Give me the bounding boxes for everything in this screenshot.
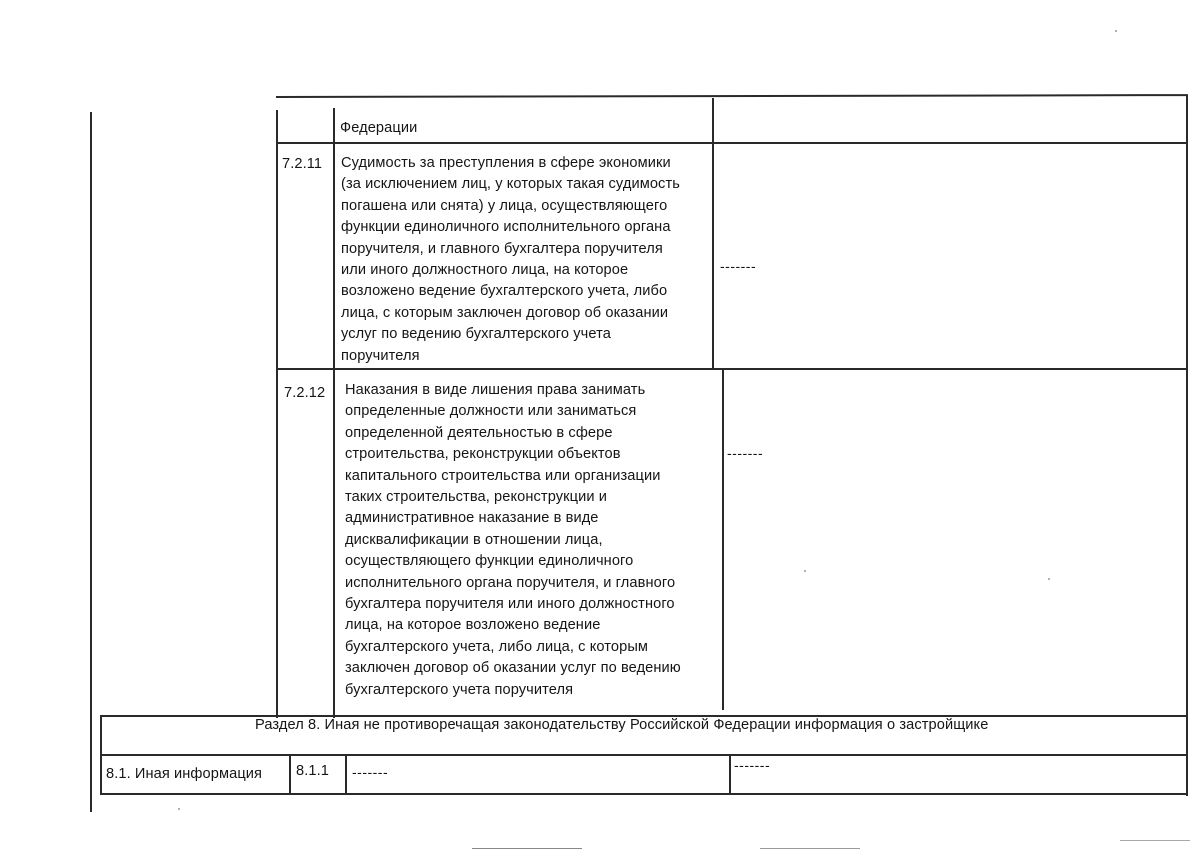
- section8-title: Раздел 8. Иная не противоречащая законодательству Российской Федерации информация о застройщике: [255, 717, 989, 733]
- section8-row-number: 8.1.1: [296, 763, 329, 779]
- section8-row-value: -------: [734, 757, 771, 773]
- section8-number-column-border: [345, 755, 347, 793]
- text-column-border-1: [712, 98, 714, 370]
- section8-title-bottom-border: [100, 754, 1188, 756]
- row-separator-2: [276, 368, 1187, 370]
- scan-speck: [1115, 30, 1117, 32]
- row-1-text: Судимость за преступления в сфере экономики (за исключением лиц, у которых такая судимость погашена или снята) у лица, осуществляющего функции единоличного исполнительного органа поручителя, и главного бухгалтера поручителя или иного должностного лица, на которое возложено ведение бухгалтерского учета, либо лица, с которым заключен договор об оказании услуг по ведению бухгалтерского учета поручителя: [341, 155, 680, 364]
- table-top-border: [276, 94, 1188, 97]
- table-left-border: [276, 110, 278, 718]
- scan-artifact-bottom-1: [472, 848, 582, 849]
- text-column-border-2: [722, 370, 724, 710]
- row-2-text: Наказания в виде лишения права занимать определенные должности или заниматься определенной деятельностью в сфере строительства, реконструкции объектов капитального строительства или организации таких строительства, реконструкции и административное наказание в виде дисквалификации в отношении лица, осуществляющего функции единоличного исполнительного органа поручителя, и главного бухгалтера поручителя или иного должностного лица, на которое возложено ведение бухгалтерского учета, либо лица, с которым заключен договор об оказании услуг по ведению бухгалтерского учета поручителя: [345, 382, 681, 698]
- section8-row-label: 8.1. Иная информация: [106, 766, 263, 782]
- scan-speck: [804, 570, 806, 572]
- scan-speck: [178, 808, 180, 810]
- table-right-border: [1186, 96, 1188, 796]
- section8-text-column-border: [729, 755, 731, 793]
- section8-bottom-border: [100, 793, 1188, 795]
- row-0-text: Федерации: [340, 120, 418, 136]
- row-2-value: -------: [727, 445, 764, 461]
- row-1-number: 7.2.11: [282, 156, 323, 172]
- row-2-number: 7.2.12: [284, 385, 326, 401]
- section8-label-column-border: [289, 755, 291, 793]
- row-separator-1: [276, 142, 1187, 144]
- row-1-value: -------: [720, 258, 757, 274]
- scan-artifact-bottom-3: [1120, 840, 1190, 841]
- left-margin-line: [90, 112, 92, 812]
- number-column-border: [333, 108, 335, 718]
- scan-artifact-bottom-2: [760, 848, 860, 849]
- scan-speck: [1048, 578, 1050, 580]
- section8-row-text: -------: [352, 764, 389, 780]
